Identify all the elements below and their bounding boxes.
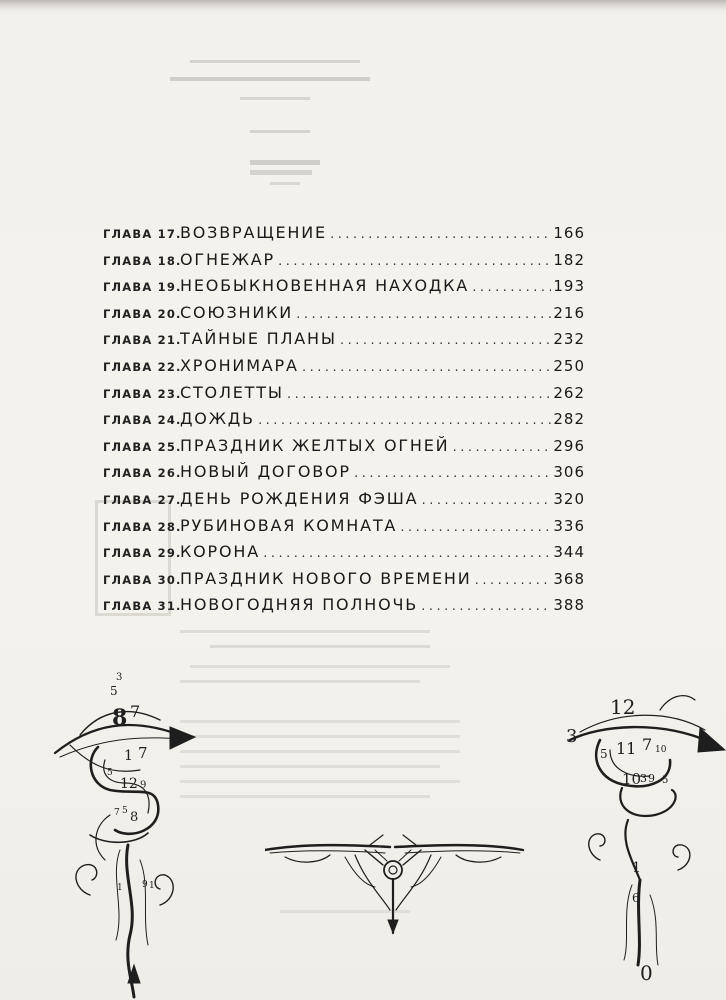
clock-numeral: 1 <box>117 883 123 893</box>
clock-numeral: 12 <box>610 695 636 719</box>
chapter-title: СОЮЗНИКИ <box>180 302 294 322</box>
page-number: 193 <box>553 277 585 296</box>
toc-entry <box>103 595 585 622</box>
chapter-title: ПРАЗДНИК ЖЕЛТЫХ ОГНЕЙ <box>180 435 450 455</box>
clock-numeral: 1 <box>632 860 641 876</box>
toc-entry <box>103 489 585 516</box>
clock-numeral: 9 <box>142 880 148 890</box>
toc-entry <box>103 409 585 436</box>
clock-numeral: 6 <box>632 891 640 905</box>
clock-numeral: 7 <box>642 735 653 754</box>
dot-leader <box>399 521 551 534</box>
clock-numeral: 12 <box>120 776 138 792</box>
dot-leader <box>474 574 552 587</box>
toc-entry <box>103 462 585 489</box>
page-number: 282 <box>553 410 585 429</box>
clock-numeral: 7 <box>130 702 141 721</box>
dot-leader <box>420 600 551 613</box>
page-number: 232 <box>553 330 585 349</box>
left-clock-ornament <box>50 665 210 1000</box>
dot-leader <box>420 494 551 507</box>
chapter-title: ТАЙНЫЕ ПЛАНЫ <box>180 329 337 349</box>
dot-leader <box>353 467 552 480</box>
clock-numeral: 1 <box>149 881 155 891</box>
page-number: 336 <box>553 516 585 535</box>
toc-entry <box>103 276 585 303</box>
toc-entry <box>103 329 585 356</box>
clock-numeral: 10 <box>622 770 642 788</box>
chapter-title: НОВОГОДНЯЯ ПОЛНОЧЬ <box>180 595 419 615</box>
page-top-edge <box>0 0 726 10</box>
toc-entry <box>103 303 585 330</box>
dot-leader <box>451 441 551 454</box>
clock-numeral: 3 <box>566 726 578 747</box>
toc-entry <box>103 542 585 569</box>
chapter-title: ДЕНЬ РОЖДЕНИЯ ФЭША <box>180 488 419 508</box>
table-of-contents <box>103 223 585 622</box>
right-clock-ornament <box>560 680 726 995</box>
bleed-through-area <box>170 60 390 210</box>
page-number: 250 <box>553 356 585 375</box>
chapter-title: ОГНЕЖАР <box>180 249 275 269</box>
dot-leader <box>329 228 551 241</box>
dot-leader <box>339 334 552 347</box>
clock-numeral: 7 <box>114 808 120 818</box>
chapter-number: ГЛАВА 31. <box>103 599 182 614</box>
toc-entry <box>103 436 585 463</box>
chapter-number: ГЛАВА 19. <box>103 280 182 295</box>
chapter-number: ГЛАВА 22. <box>103 359 182 374</box>
clock-numeral: 5 <box>662 775 669 786</box>
page-number: 368 <box>553 569 585 588</box>
dot-leader <box>295 308 551 321</box>
clock-numeral: 3 <box>640 772 647 785</box>
page-number: 166 <box>553 224 585 242</box>
clock-numeral: 8 <box>130 810 139 825</box>
page-number: 296 <box>553 436 585 455</box>
toc-entry <box>103 356 585 383</box>
chapter-number: ГЛАВА 20. <box>103 306 182 321</box>
chapter-number: ГЛАВА 28. <box>103 519 182 534</box>
toc-entry <box>103 516 585 543</box>
chapter-number: ГЛАВА 17. <box>103 227 182 241</box>
chapter-title: КОРОНА <box>180 542 260 562</box>
chapter-title: РУБИНОВАЯ КОМНАТА <box>180 515 398 535</box>
chapter-number: ГЛАВА 30. <box>103 572 182 587</box>
chapter-number: ГЛАВА 26. <box>103 466 182 481</box>
toc-entry <box>103 250 585 277</box>
chapter-title: ДОЖДЬ <box>180 409 255 429</box>
clock-numeral: 5 <box>110 684 118 698</box>
clock-numeral: 9 <box>140 780 147 791</box>
dot-leader <box>286 388 552 401</box>
toc-entry <box>103 569 585 596</box>
dot-leader <box>262 547 551 560</box>
page-number: 320 <box>553 489 585 508</box>
clock-numeral: 8 <box>112 705 128 731</box>
chapter-number: ГЛАВА 24. <box>103 413 182 428</box>
chapter-title: НЕОБЫКНОВЕННАЯ НАХОДКА <box>180 276 470 296</box>
chapter-title: ХРОНИМАРА <box>180 355 299 375</box>
page-number: 262 <box>553 383 585 402</box>
clock-numeral: 5 <box>107 768 113 778</box>
chapter-number: ГЛАВА 29. <box>103 546 182 561</box>
toc-entry <box>103 223 585 250</box>
page-number: 216 <box>553 303 585 322</box>
clock-numeral: 3 <box>116 672 123 683</box>
chapter-title: ПРАЗДНИК НОВОГО ВРЕМЕНИ <box>180 568 472 588</box>
chapter-title: ВОЗВРАЩЕНИЕ <box>180 223 327 242</box>
clock-numeral: 9 <box>648 772 655 785</box>
dot-leader <box>301 361 552 374</box>
clock-numeral: 1 <box>124 748 133 764</box>
chapter-number: ГЛАВА 18. <box>103 253 182 268</box>
clock-numeral: 5 <box>600 747 608 761</box>
toc-entry <box>103 383 585 410</box>
dot-leader <box>471 281 551 294</box>
chapter-title: СТОЛЕТТЫ <box>180 382 284 402</box>
chapter-number: ГЛАВА 25. <box>103 439 182 454</box>
page-number: 388 <box>553 596 585 615</box>
chapter-number: ГЛАВА 21. <box>103 333 182 348</box>
clock-numeral: 11 <box>616 739 637 758</box>
chapter-title: НОВЫЙ ДОГОВОР <box>180 462 351 482</box>
page-number: 344 <box>553 543 585 562</box>
clock-numeral: 5 <box>122 806 128 816</box>
center-flourish-ornament <box>265 825 525 945</box>
chapter-number: ГЛАВА 27. <box>103 492 182 507</box>
page-number: 306 <box>553 463 585 482</box>
clock-numeral: 7 <box>138 744 148 762</box>
page-number: 182 <box>553 250 585 269</box>
dot-leader <box>257 414 552 427</box>
chapter-number: ГЛАВА 23. <box>103 386 182 401</box>
clock-numeral: 10 <box>655 745 667 755</box>
clock-numeral: 0 <box>640 961 653 985</box>
dot-leader <box>277 255 551 268</box>
